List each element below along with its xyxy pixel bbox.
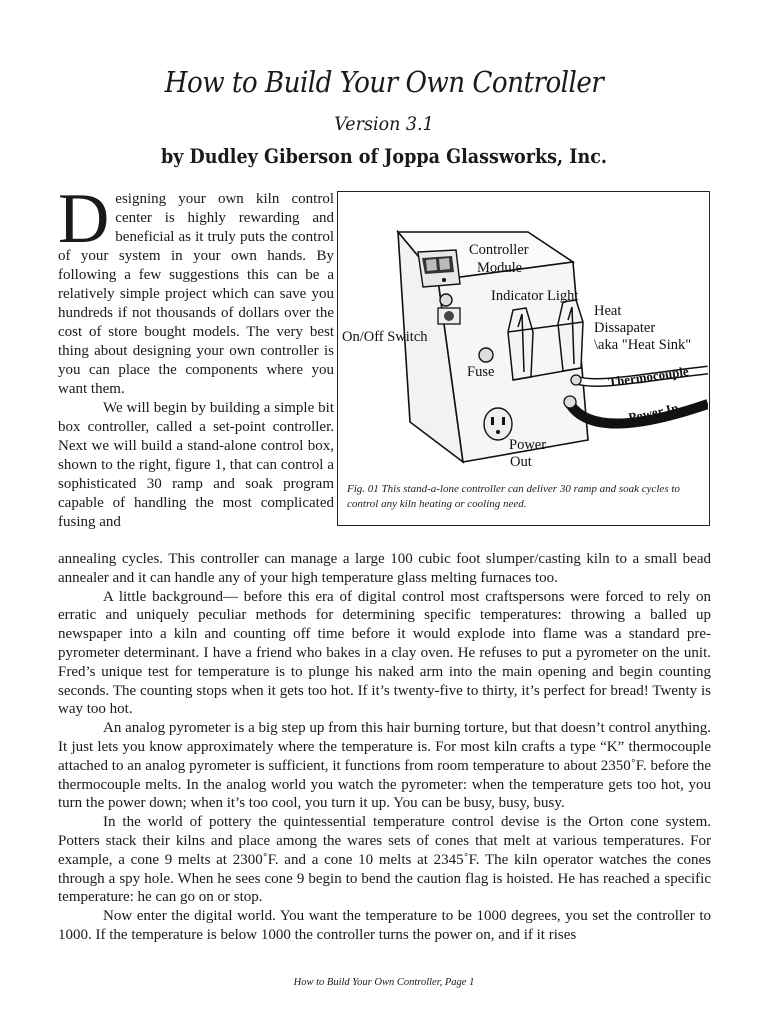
label-on-off-switch: On/Off Switch [342, 329, 428, 345]
paragraph-5: In the world of pottery the quintessential temperature control devise is the Orton cone system. Potters stack their kilns and place among the wares sets of cones that melt at various temperatures. For example, a cone 9 melts at 2300˚F. and a cone 10 melts at 2345˚F. The kiln operator watches the cones through a spy hole. When he sees cone 9 begin to bend the caution flag is hoisted. He has reached a specific temperature: he can go on or stop. [58, 814, 711, 906]
page-footer: How to Build Your Own Controller, Page 1 [293, 977, 475, 988]
indicator-light-icon [440, 294, 452, 306]
label-heat-sink: \aka "Heat Sink" [594, 337, 692, 353]
intro-paragraph-2: We will begin by building a simple bit box controller, called a set-point controller. Next we will build a stand-alone control box, shown to the right, figure 1, that can control a sophisticated 30 ramp and soak program capable of handling the most complicated fusing and [58, 400, 334, 530]
version-label: Version 3.1 [334, 113, 434, 135]
on-off-switch-icon [438, 308, 460, 324]
body-text [58, 550, 711, 945]
power-out-outlet [484, 408, 512, 440]
label-heat: Heat [594, 303, 622, 319]
intro-column [58, 180, 334, 532]
intro-paragraph-1 [58, 180, 334, 399]
figure-caption: Fig. 01 This stand-a-lone controller can deliver 30 ramp and soak cycles to control any kiln heating or cooling need. [347, 483, 680, 510]
label-thermocouple: Thermocouple [607, 363, 690, 390]
label-indicator-light: Indicator Light [491, 288, 579, 304]
page-title: How to Build Your Own Controller [164, 66, 604, 99]
paragraph-2-continued: annealing cycles. This controller can manage a large 100 cubic foot slumper/casting kiln to a small bead annealer and it can handle any of your high temperature glass melting furnaces too. [58, 551, 711, 586]
paragraph-6: Now enter the digital world. You want the temperature to be 1000 degrees, you set the controller to 1000. If the temperature is below 1000 the controller turns the power on, and if it rises [58, 908, 711, 943]
fuse-icon [479, 348, 493, 362]
figure-1 [337, 191, 710, 526]
paragraph-4: An analog pyrometer is a big step up from this hair burning torture, but that doesn’t control anything. It just lets you know approximately where the temperature is. For most kiln crafts a type “K” thermocouple attached to an analog pyrometer is sufficient, it functions from room temperature to about 2350˚F. before the thermocouple melts. In the analog world you watch the pyrometer: when the temperature gets too hot, you turn the power down; when it’s too cool, you turn it up. You can be busy, busy, busy. [58, 720, 711, 812]
label-out: Out [510, 454, 532, 470]
label-fuse: Fuse [467, 364, 495, 380]
byline: by Dudley Giberson of Joppa Glassworks, Inc. [160, 145, 608, 168]
label-power: Power [509, 437, 547, 453]
intro-paragraph-1-text: esigning your own kiln control center is highly rewarding and beneficial as it truly puts the control of your system in your own hands. By following a few suggestions this can be a relatively simple project which can save you hundreds if not thousands of dollars over the cost of store bought models. The very best thing about designing your own controller is you can place the components where you want them. [58, 191, 334, 397]
paragraph-3: A little background— before this era of digital control most craftspersons were forced to rely on erratic and uniquely peculiar methods for determining specific temperatures: throwing a balled up newspaper into a kiln and counting off time before it would explode into flame was a standard pre-pyrometer determinant. I have a friend who bakes in a clay oven. He refuses to put a pyrometer on the unit. Fred’s unique test for temperature is to plunge his naked arm into the main opening and begin counting seconds. The counting stops when it gets too hot. If it’s twenty-five to thirty, it’s perfect for bread! Twenty is way too hot. [58, 588, 711, 718]
label-module: Module [477, 260, 523, 276]
controller-module [418, 250, 460, 287]
label-dissapater: Dissapater [594, 320, 656, 336]
label-controller: Controller [469, 242, 529, 258]
drop-cap: D [58, 180, 110, 258]
label-power-in: Power In [626, 399, 680, 426]
